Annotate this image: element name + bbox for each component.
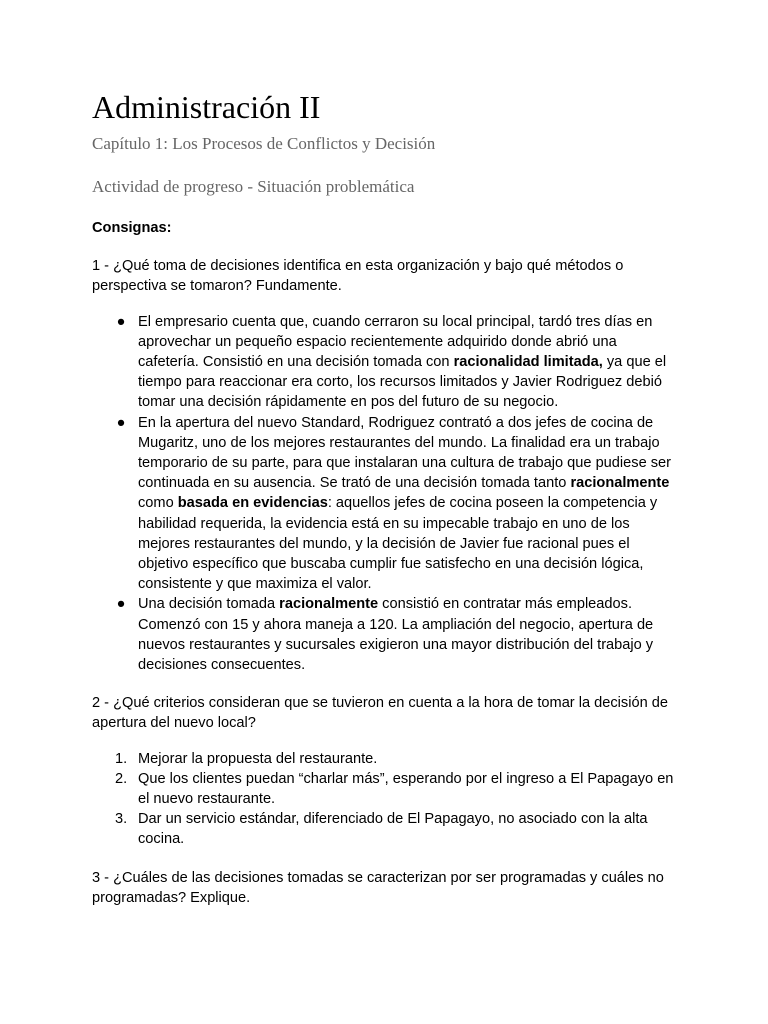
list-item-emphasis: racionalmente (570, 475, 670, 492)
list-item-emphasis: racionalidad limitada, (453, 354, 603, 371)
list-item-text: Una decisión tomada (138, 596, 280, 613)
list-item-text: Dar un servicio estándar, diferenciado de El Papagayo, no asociado con la alta cocina. (138, 811, 648, 848)
question-1: 1 - ¿Qué toma de decisiones identifica en esta organización y bajo qué métodos o perspectiva se tomaron? Fundamente. (92, 258, 624, 295)
list-item-text: consistió en contratar más empleados. Comenzó con 15 y ahora maneja a 120. La ampliación del negocio, apertura de nuevos restaurantes y sucursales exigieron una mayor distribución del trabajo y decisiones consecuentes. (138, 596, 654, 674)
list-item-text: El empresario cuenta que, cuando cerraron su local principal, tardó tres días en aprovechar un pequeño espacio recientemente adquirido donde abrió una cafetería. Consistió en una decisión tomada con (138, 313, 653, 371)
list-item-emphasis: basada en evidencias (177, 495, 328, 512)
list-item-text: ya que el tiempo para reaccionar era corto, los recursos limitados y Javier Rodriguez debió tomar una decisión rápidamente en pos del futuro de su negocio. (138, 354, 667, 411)
list-item-text: Mejorar la propuesta del restaurante. (138, 750, 378, 767)
question-3: 3 - ¿Cuáles de las decisiones tomadas se caracterizan por ser programadas y cuáles no programadas? Explique. (92, 869, 664, 906)
list-item (116, 312, 676, 413)
bullet-icon: ● (116, 596, 126, 613)
list-item-text: Que los clientes puedan “charlar más”, esperando por el ingreso a El Papagayo en el nuevo restaurante. (138, 770, 674, 808)
question-1-answer-list (92, 312, 676, 676)
list-item-text: En la apertura del nuevo Standard, Rodriguez contrató a dos jefes de cocina de Mugaritz, uno de los mejores restaurantes del mundo. La finalidad era un trabajo temporario de su parte, para que instalaran una cultura de trabajo que pudiese ser continuada en su ausencia. Se trató de una decisión tomada tanto (138, 414, 672, 492)
list-number: 3. (115, 811, 128, 828)
list-item (115, 769, 676, 809)
list-item-text: como (138, 495, 178, 512)
instructions-label: Consignas: (92, 220, 172, 236)
list-number: 2. (115, 770, 128, 787)
document-title: Administración II (92, 89, 321, 125)
activity-subtitle: Actividad de progreso - Situación problemática (92, 177, 415, 196)
bullet-icon: ● (116, 313, 126, 330)
chapter-subtitle: Capítulo 1: Los Procesos de Conflictos y Decisión (92, 134, 436, 153)
list-item-emphasis: racionalmente (279, 596, 379, 613)
question-2-answer-list (92, 749, 676, 850)
list-item (116, 413, 676, 595)
list-item (115, 749, 676, 769)
list-item (115, 809, 676, 849)
list-number: 1. (115, 750, 128, 767)
list-item (116, 594, 676, 675)
question-2: 2 - ¿Qué criterios consideran que se tuvieron en cuenta a la hora de tomar la decisión de apertura del nuevo local? (92, 695, 668, 732)
list-item-text: : aquellos jefes de cocina poseen la competencia y habilidad requerida, la evidencia está en su impecable trabajo en uno de los mejores restaurantes del mundo, y la decisión de Javier fue racional pues el objetivo específico que buscaba cumplir fue satisfecho en una decisión lógica, consistente y que maximiza el valor. (138, 495, 658, 593)
bullet-icon: ● (116, 414, 126, 431)
